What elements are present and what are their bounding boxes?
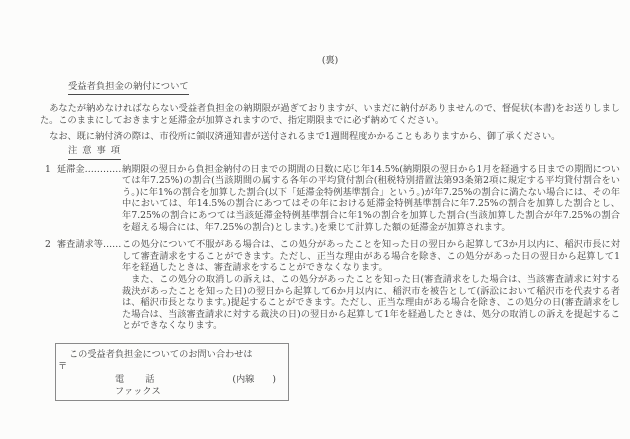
postal-mark: 〒	[58, 361, 68, 373]
note-item-paragraph: この処分について不服がある場合は、この処分があったことを知った日の翌日から起算して3か月以内に、稲沢市長に対して審査請求をすることができます。ただし、正当な理由がある場合を除き、この処分があった日の翌日から起算して1年を経過したときは、審査請求をすることができなくなります。	[122, 239, 620, 274]
extension-label-open: (内線	[232, 374, 255, 386]
page-side-label: (裏)	[321, 55, 339, 66]
note-item-label-text: 審査請求等	[57, 239, 103, 251]
title-row	[40, 67, 620, 96]
note-item-body	[122, 164, 620, 234]
dot-leader: …………	[84, 163, 122, 175]
note-item-label	[57, 164, 122, 176]
dot-leader: ……	[102, 239, 122, 251]
notes-heading: 注 意 事 項	[68, 145, 121, 160]
note-item-number: 1	[45, 163, 51, 175]
document-title: 受益者負担金の納付について	[68, 81, 189, 96]
telephone-row	[115, 374, 288, 386]
telephone-label-1: 電	[115, 374, 125, 386]
contact-box	[55, 343, 289, 401]
intro-paragraph-1: あなたが納めなければならない受益者負担金の納期限が過ぎておりますが、いまだに納付がありませんので、督促状(本書)をお送りしました。このままにしておきますと延滞金が加算されますので、指定期限までに必ず納めてください。	[40, 103, 620, 126]
note-item-paragraph: 納期限の翌日から負担金納付の日までの期間の日数に応じ年14.5%(納期限の翌日から1月を経過する日までの期間については年7.25%)の割合(当該期間の属する各年の平均貸付割合(租税特別措置法第93条第2項に規定する平均貸付割合をいう。)に年1%の割合を加算した割合(以下「延滞金特例基準割合」という。)が年7.25%の割合に満たない場合には、その年中においては、年14.5%の割合にあつてはその年における延滞金特例基準割合に年7.25%の割合を加算した割合とし、年7.25%の割合にあつては当該延滞金特例基準割合に年1%の割合を加算した割合(当該加算した割合が年7.25%の割合を超える場合には、年7.25%の割合)とします。)を乗じて計算した額の延滞金が加算されます。	[122, 163, 620, 233]
note-item-late-fee	[40, 164, 620, 234]
note-item-label	[57, 239, 122, 251]
fax-label: ファックス	[115, 385, 161, 397]
extension-label-close: )	[272, 374, 276, 386]
notes-heading-row	[40, 143, 620, 160]
contact-box-heading: この受益者負担金についてのお問い合わせは	[69, 348, 253, 360]
note-item-appeal	[40, 239, 620, 332]
note-item-label-text: 延滞金	[57, 163, 85, 175]
telephone-label-2: 話	[145, 374, 155, 386]
note-item-paragraph-2: また、この処分の取消しの訴えは、この処分があったことを知った日(審査請求をした場合は、当該審査請求に対する裁決があったことを知った日)の翌日から起算して6か月以内に、稲沢市を被告として(訴訟において稲沢市を代表する者は、稲沢市長となります。)提起することができます。ただし、正当な理由がある場合を除き、この処分の日(審査請求をした場合は、当該審査請求に対する裁決の日)の翌日から起算して1年を経過したときは、処分の取消しの訴えを提起することができなくなります。	[122, 273, 620, 332]
note-item-number: 2	[45, 239, 51, 251]
intro-paragraph-2: なお、既に納付済の際は、市役所に領収済通知書が送付されるまで1週間程度かかることもありますから、御了承ください。	[49, 131, 561, 143]
note-item-body	[122, 239, 620, 332]
